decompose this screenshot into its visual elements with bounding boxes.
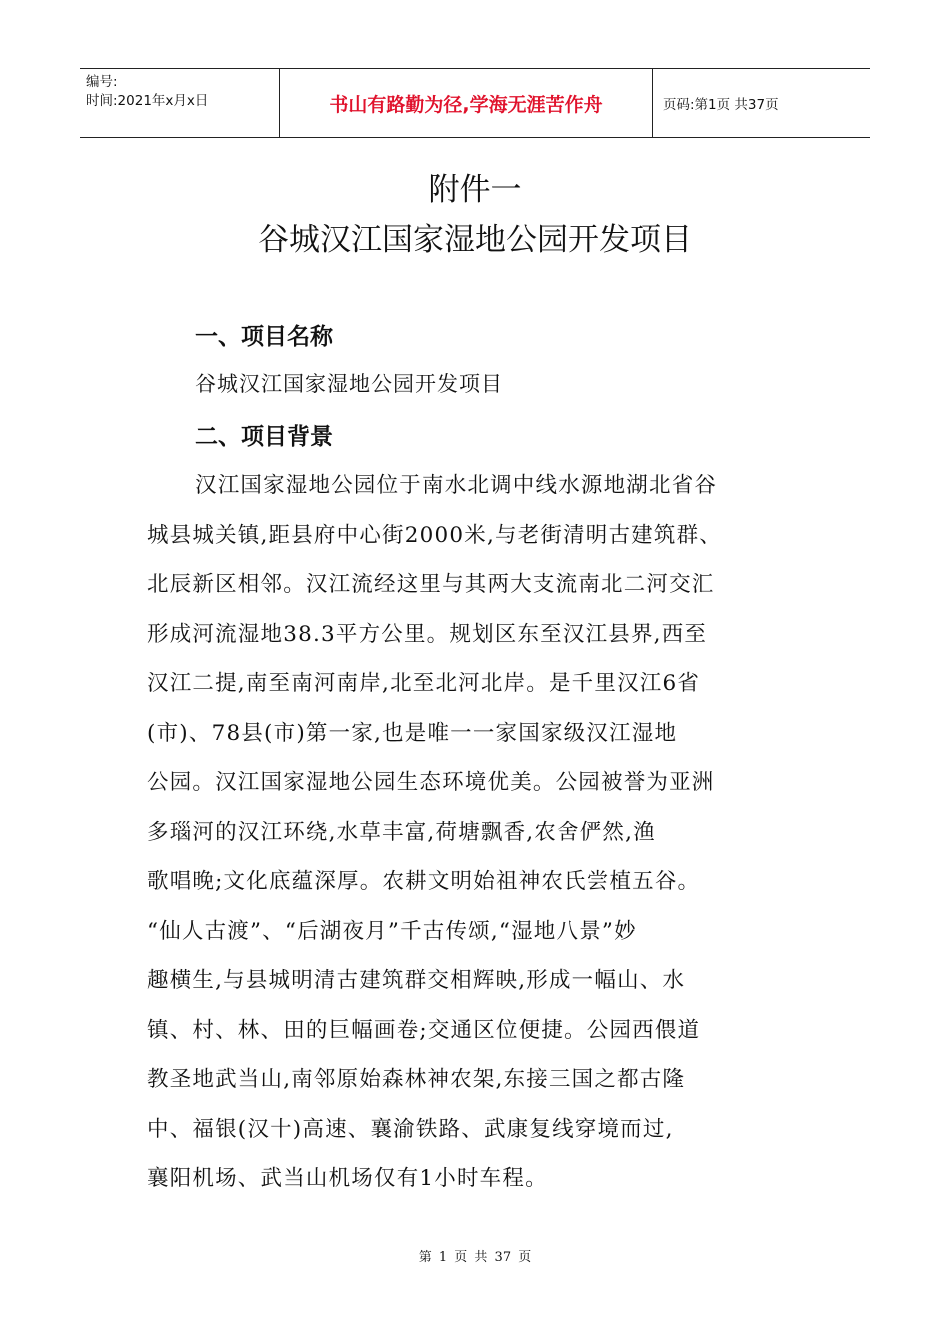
- paragraph-line: 形成河流湿地38.3平方公里。规划区东至汉江县界,西至: [147, 621, 708, 647]
- header-page-code: 页码:第1页 共37页: [663, 97, 779, 113]
- page-header: [80, 68, 870, 138]
- paragraph-line: 趣横生,与县城明清古建筑群交相辉映,形成一幅山、水: [147, 968, 686, 993]
- paragraph-line: (市)、78县(市)第一家,也是唯一一家国家级汉江湿地: [147, 720, 678, 746]
- paragraph-line: 北辰新区相邻。汉江流经这里与其两大支流南北二河交汇: [147, 572, 715, 597]
- paragraph-line: 公园。汉江国家湿地公园生态环境优美。公园被誉为亚洲: [147, 770, 715, 795]
- paragraph-line: 汉江国家湿地公园位于南水北调中线水源地湖北省谷: [195, 473, 718, 498]
- paragraph-line: 多瑙河的汉江环绕,水草丰富,荷塘飘香,农舍俨然,渔: [147, 819, 656, 845]
- header-motto: 书山有路勤为径,学海无涯苦作舟: [280, 69, 653, 137]
- paragraph-line: 教圣地武当山,南邻原始森林神农架,东接三国之都古隆: [147, 1067, 686, 1092]
- paragraph-line: 歌唱晚;文化底蕴深厚。农耕文明始祖神农氏尝植五谷。: [147, 869, 701, 894]
- time-label: 时间:2021年x月x日: [86, 93, 209, 109]
- project-name-text: 谷城汉江国家湿地公园开发项目: [195, 372, 503, 396]
- paragraph-line: 镇、村、林、田的巨幅画卷;交通区位便捷。公园西偎道: [147, 1017, 701, 1043]
- paragraph-line: “仙人古渡”、“后湖夜月”千古传颂,“湿地八景”妙: [147, 918, 637, 944]
- paragraph-line: 襄阳机场、武当山机场仅有1小时车程。: [147, 1166, 548, 1191]
- paragraph-line: 中、福银(汉十)高速、襄渝铁路、武康复线穿境而过,: [147, 1116, 674, 1142]
- section-heading-name: 一、项目名称: [195, 323, 333, 350]
- page-footer: 第 1 页 共 37 页: [418, 1250, 532, 1265]
- background-paragraph: [147, 461, 807, 1204]
- header-meta: [80, 69, 280, 137]
- doc-title-main: 谷城汉江国家湿地公园开发项目: [258, 222, 692, 258]
- paragraph-line: 汉江二提,南至南河南岸,北至北河北岸。是千里汉江6省: [147, 671, 701, 696]
- doc-title-annex: 附件一: [428, 172, 522, 208]
- number-label: 编号:: [86, 74, 118, 90]
- section-heading-background: 二、项目背景: [195, 423, 333, 450]
- paragraph-line: 城县城关镇,距县府中心街2000米,与老街清明古建筑群、: [147, 522, 722, 548]
